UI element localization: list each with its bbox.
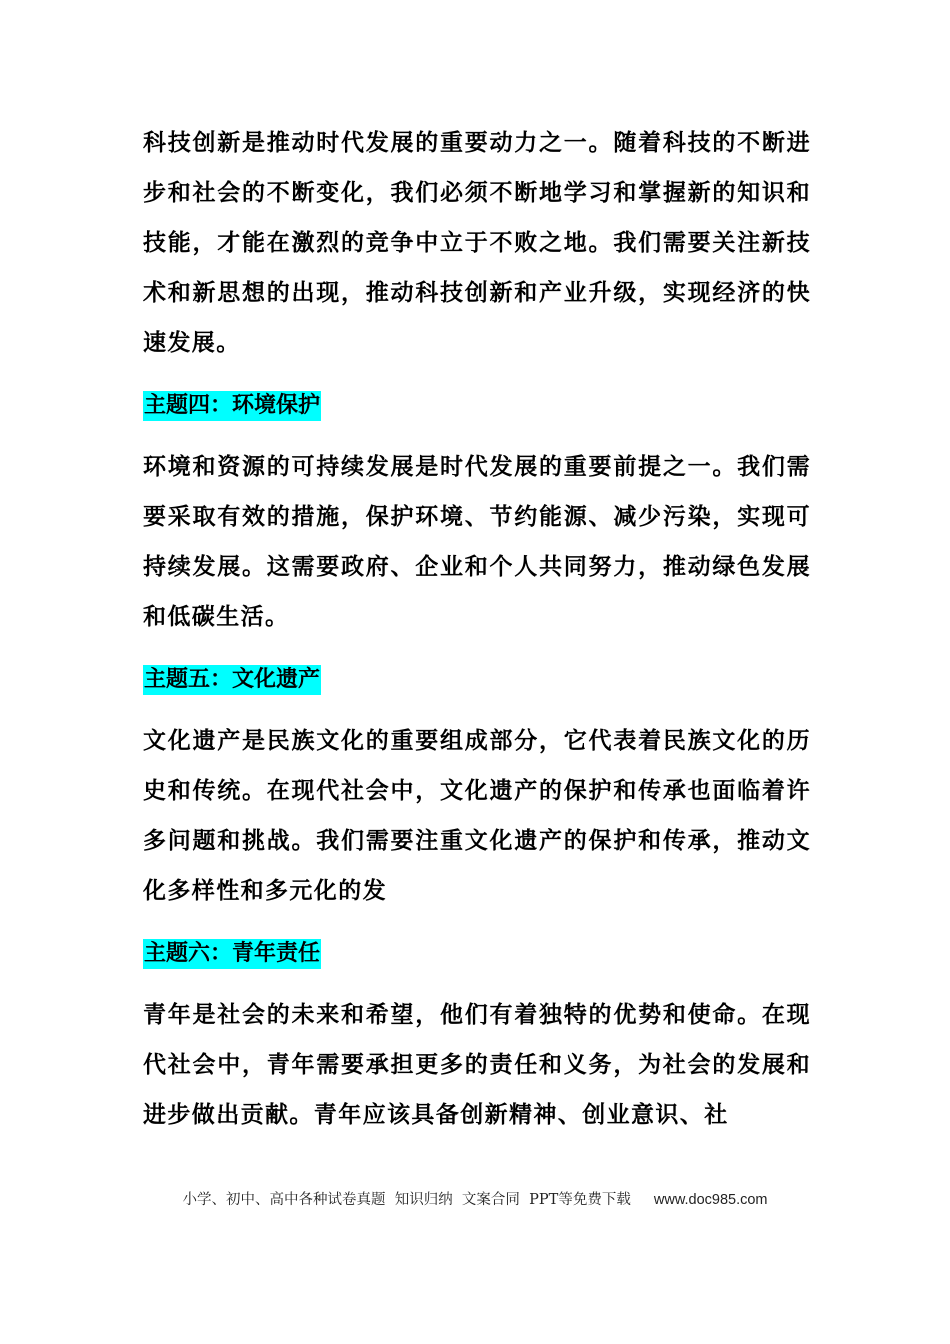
section-heading-row bbox=[143, 654, 811, 704]
section-heading: 主题六：青年责任 bbox=[143, 939, 321, 969]
section-paragraph: 青年是社会的未来和希望，他们有着独特的优势和使命。在现代社会中，青年需要承担更多的责任和义务，为社会的发展和进步做出贡献。青年应该具备创新精神、创业意识、社 bbox=[143, 1002, 811, 1128]
footer-text: 小学、初中、高中各种试卷真题 知识归纳 文案合同 PPT等免费下载 bbox=[182, 1192, 631, 1208]
document-body bbox=[143, 118, 811, 1140]
section-heading-row bbox=[143, 380, 811, 430]
section-paragraph: 环境和资源的可持续发展是时代发展的重要前提之一。我们需要采取有效的措施，保护环境、节约能源、减少污染，实现可持续发展。这需要政府、企业和个人共同努力，推动绿色发展和低碳生活。 bbox=[143, 454, 811, 630]
page-footer bbox=[0, 1188, 950, 1209]
intro-paragraph: 科技创新是推动时代发展的重要动力之一。随着科技的不断进步和社会的不断变化，我们必须不断地学习和掌握新的知识和技能，才能在激烈的竞争中立于不败之地。我们需要关注新技术和新思想的出现，推动科技创新和产业升级，实现经济的快速发展。 bbox=[143, 130, 811, 356]
section-heading: 主题五：文化遗产 bbox=[143, 665, 321, 695]
section-paragraph: 文化遗产是民族文化的重要组成部分，它代表着民族文化的历史和传统。在现代社会中，文化遗产的保护和传承也面临着许多问题和挑战。我们需要注重文化遗产的保护和传承，推动文化多样性和多元化的发 bbox=[143, 728, 811, 904]
section-heading-row bbox=[143, 928, 811, 978]
footer-url[interactable]: www.doc985.com bbox=[653, 1192, 768, 1208]
section-heading: 主题四：环境保护 bbox=[143, 391, 321, 421]
